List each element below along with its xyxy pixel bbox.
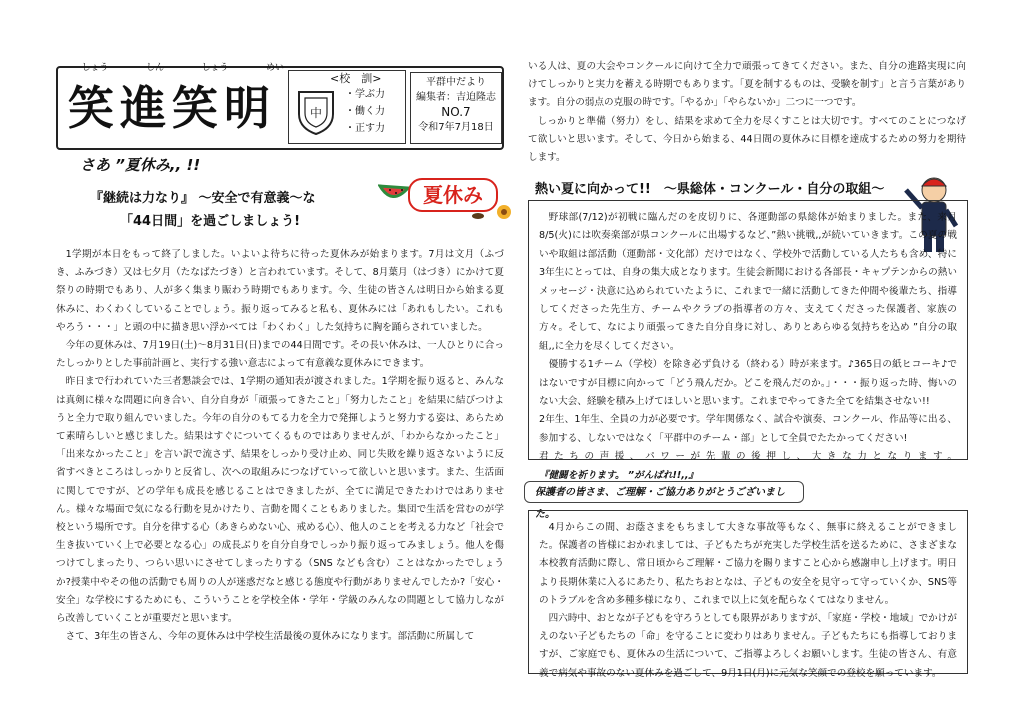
paragraph: いる人は、夏の大会やコンクールに向けて全力で頑張ってきてください。また、自分の進路実現に向けてしっかりと実力を蓄える時期でもあります。「夏を制するものは、受験を制す」と言う言葉があります。自分の弱点の克服の時です。「やるか」「やらないか」二つに一つです。 [528,61,966,109]
issue-info [410,72,502,144]
badge-text: 夏休み [408,178,498,212]
ruby-2: しん [145,63,164,73]
motto-item: ・働く力 [345,106,385,117]
svg-text:中: 中 [309,106,323,120]
school-crest-icon [295,86,337,136]
left-column [56,246,504,646]
newsletter-title: 笑進笑明 [68,81,276,135]
paragraph: 野球部(7/12)が初戦に臨んだのを皮切りに、各運動部の県総体が始まりました。また、来月 8/5(火)には吹奏楽部が県コンクールに出場するなど、”熱い挑戦,,が続いていきます。この夏の戦いや取組は部活動（運動部・文化部）だけではなく、学校外で活動している人たちも含め、特に3年生にとっては、自身の集大成となります。生徒会新聞における各部長・キャプテンからの熱いメッセージ・決意に込められていたように、これまで一緒に活動してきた仲間や後輩たち、指導してくださった先生方、チームやクラブの指導者の方々、支えてくださった保護者、家族の方々。そして、なにより頑張ってきた自分自身に対し、ありとあらゆる気持ちを込め ”自分の取組,,に全力を尽くしてください。 [539,212,957,352]
closing-line: 君たちの声援、パワーが先輩の後押し、大きな力となります。 [539,451,957,463]
thanks-banner: 保護者の皆さま、ご理解・ご協力ありがとうございました。 [524,481,804,503]
motto-heading: <校 訓> [330,72,382,85]
paragraph: しっかりと準備（努力）をし、結果を求めて全力を尽くすことは大切です。すべてのことにつなげて欲しいと思います。そして、今日から始まる、44日間の夏休みに目標を達成するための努力を期待します。 [528,115,966,164]
issue-number: NO.7 [441,105,471,119]
paragraph: 1学期が本日をもって終了しました。いよいよ待ちに待った夏休みが始まります。7月は文月（ふづき、ふみづき）又は七夕月（たなばたづき）と言われています。そして、8月葉月（はづき）にかけて夏祭りの時期でもあり、人が多く集まり賑わう時期でもあります。今、生徒の皆さんは明日から始まる夏休みに、わくわくしていることでしょう。振り返ってみると私も、夏休みには「あれもしたい。これもやろう・・・」と頭の中に描き思い浮かべては「わくわく」した気持ちに胸を踊らされていました。 [56,249,504,333]
paragraph: 2年生、1年生、全員の力が必要です。学年関係なく、試合や演奏、コンクール、作品等に出る、参加する、しないではなく「平群中のチーム・部」として全員でたたかってください! [539,414,957,444]
motto-item: ・学ぶ力 [345,89,385,100]
right-column-top [528,58,966,167]
paragraph: 四六時中、おとなが子どもを守ろうとしても限界がありますが、「家庭・学校・地域」でかけがえのない子どもたちの「命」を守ることに変わりはありません。子どもたちにも指導しておりますが、ご家庭でも、夏休みの生活について、ご指導よろしくお願いします。生徒の皆さん、有意義で病気や事故のない夏休みを過ごして、9月1日(月)に元気な笑顔での登校を願っています。 [539,613,957,679]
hot-summer-heading: 熱い夏に向かって!! ～県総体・コンクール・自分の取組～ [535,182,885,197]
ruby-4: めい [265,63,284,73]
paragraph: 4月からこの間、お蔭さまをもちまして大きな事故等もなく、無事に終えることができました。保護者の皆様におかれましては、子どもたちが充実した学校生活を送るために、さまざまな本校教育活動に際し、常日頃からご理解・ご協力を賜りますこと心から感謝申し上げます。明日より長期休業に入るにあたり、私たちおとなは、子どもの安全を見守って守っていくか、SNS等のトラブルを含め多種多様になり、これまで以上に気を配らなくてはなりません。 [539,522,957,606]
closing-emphasis: 『健闘を祈ります。 ”がんばれ!!,,』 [539,469,699,481]
paragraph [539,448,957,485]
paragraph: 今年の夏休みは、7月19日(土)～8月31日(日)までの44日間です。その長い休みは、一人ひとりに合ったしっかりとした事前計画と、実行する強い意志によって有意義な夏休みにできます。 [56,340,504,370]
subtitle-line-1: 『継続は力なり』 ～安全で有意義～な [90,191,316,206]
paragraph: さて、3年生の皆さん、今年の夏休みは中学校生活最後の夏休みになります。部活動に所属して [65,631,475,643]
editor: 編集者：吉迫隆志 [416,92,496,103]
paragraph: 昨日まで行われていた三者懇談会では、1学期の通知表が渡されました。1学期を振り返ると、みんなは真剣に様々な問題に向き合い、自分自身が「頑張ってきたこと」「努力したこと」を結果に結びつけようと全力で取り組んでいました。今年の自分のもてる力を全力で発揮しようと努力する姿は、あらためて素晴らしいと感じました。結果はすぐについてくるものではありませんが、「わからなかったこと」「出来なかったこと」を言い訳で流さず、結果をしっかり受け止め、同じ失敗を繰り返さないように反省すべきところはしっかりと反省し、次への取組みにつなげていって欲しいと思います。また、生活面に関してですが、どの学年も成長を感じることはできましたが、全てに満足できたわけではありません。様々な場面で気になる行動を見かけたり、言動を聞くこともありました。集団で生活を営むのが学校という場所です。自分を律する心（あきらめない心、戒める心）、他人のことを考える力など「社会で生き抜いていく上で必要となる心」の成長ぶりを自分自身でしっかり振り返ってみましょう。他人を傷つけてしまったり、つらい思いにさせてしまったりする（SNS なども含む）ことはなかったでしょうか?授業中やその他の活動でも周りの人が迷惑だなと感じる態度や行動がありませんでしたか?「安心・安全」な学校にするためにも、こういうことを学校全体・学年・学級のみんなの問題として協力しながら改善していくことが重要だと思います。 [56,376,504,625]
thanks-box [528,510,968,679]
ruby-3: しょう [201,63,229,73]
subtitle-line-2: 「44日間」を過ごしましょう! [120,214,301,229]
newsletter-name: 平群中だより [426,77,486,88]
motto-list [345,86,385,137]
section-heading: さあ ”夏休み,, !! [80,156,201,174]
motto-item: ・正す力 [345,123,385,134]
issue-date: 令和7年7月18日 [418,122,494,133]
ruby-1: しょう [81,63,109,73]
hot-summer-box [528,200,968,481]
summer-vacation-badge [378,176,518,220]
paragraph: 優勝する1チーム（学校）を除き必ず負ける（終わる）時が来ます。♪365日の紙ヒコーキ♪ではないですが目標に向かって「どう飛んだか。どこを飛んだのか。」・・・振り返った時、悔いのない大会、経験を積み上げてほしいと思います。これまでやってきた全てを結集させない!! [539,359,957,408]
